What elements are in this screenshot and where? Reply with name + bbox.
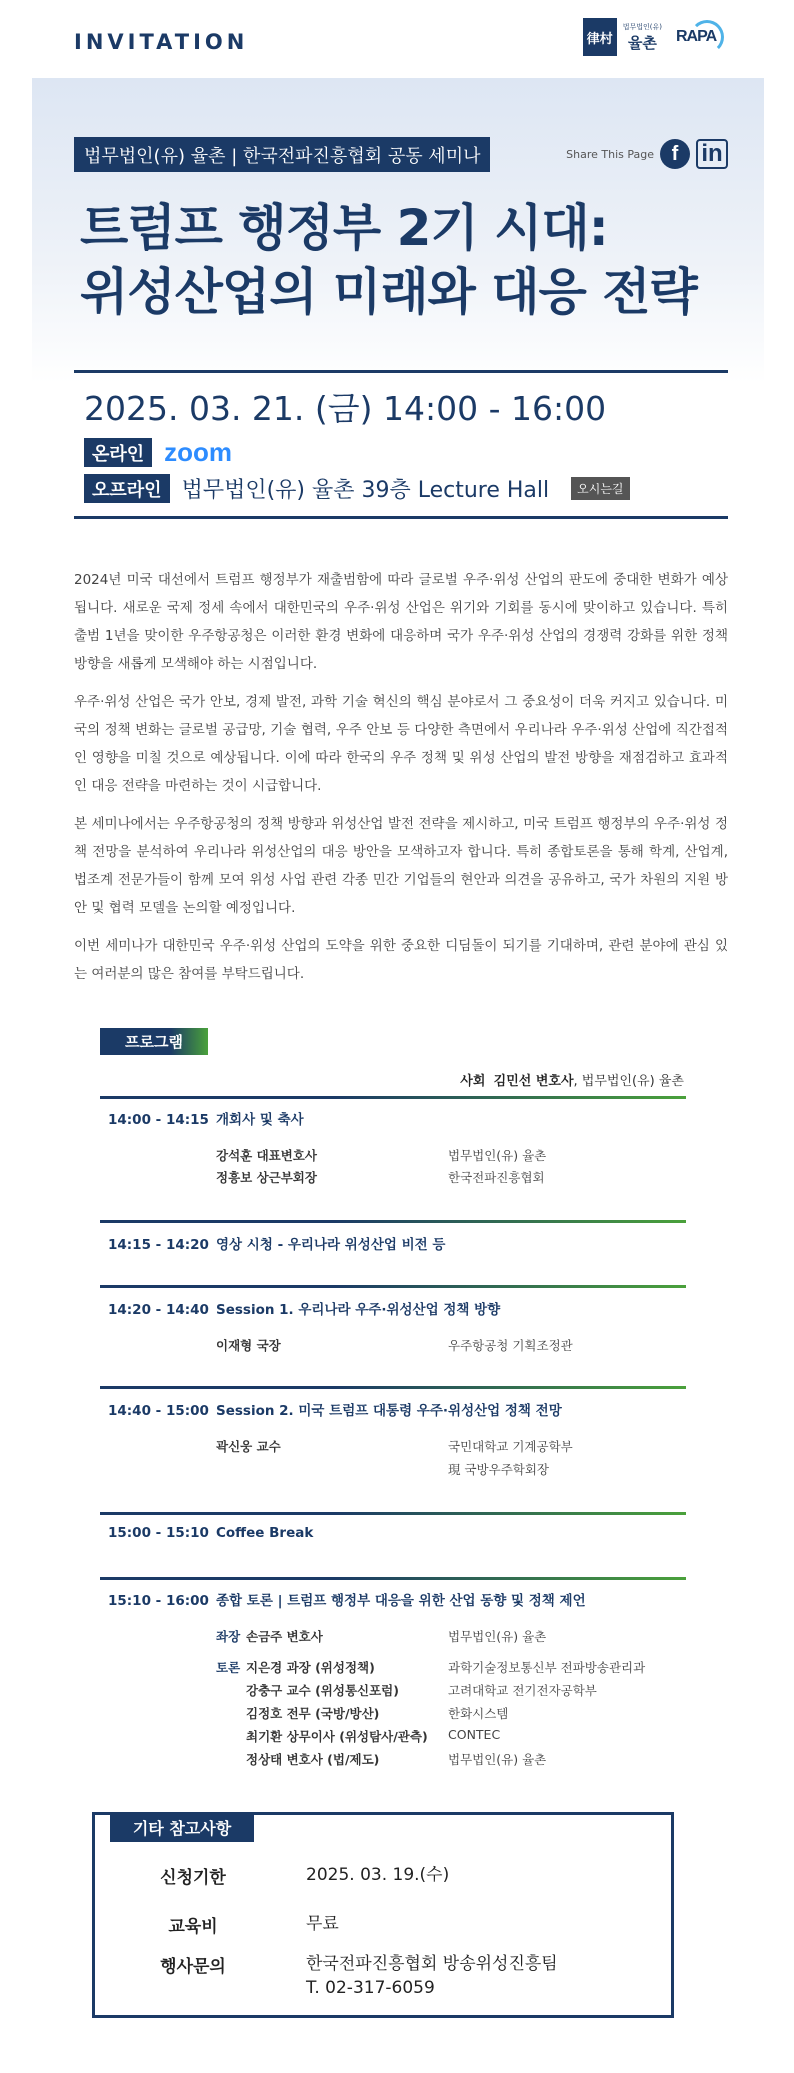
chair-name: 손금주 변호사 — [246, 1629, 323, 1644]
fee-value: 무료 — [306, 1914, 339, 1934]
panelist-affil: CONTEC — [448, 1727, 501, 1742]
mc-name: 김민선 변호사 — [493, 1074, 574, 1089]
share-bar — [566, 139, 728, 169]
session-opening — [108, 1108, 304, 1128]
body-paragraph-4: 이번 세미나가 대한민국 우주·위성 산업의 도약을 위한 중요한 디딤돌이 되기를 기대하며, 관련 분야에 관심 있는 여러분의 많은 참여를 부탁드립니다. — [74, 938, 728, 982]
mc-role: 사회 — [460, 1074, 486, 1089]
session-time: 15:10 - 16:00 — [108, 1593, 209, 1609]
speaker-affil: 한국전파진흥협회 — [448, 1170, 545, 1185]
speaker-name: 이재형 국장 — [216, 1338, 281, 1353]
invitation-heading: INVITATION — [74, 30, 249, 54]
seminar-tagline — [74, 137, 490, 172]
session-divider — [100, 1577, 686, 1580]
offline-venue: 법무법인(유) 율촌 39층 Lecture Hall — [181, 478, 550, 503]
other-info-heading: 기타 참고사항 — [110, 1812, 254, 1842]
panelist-affil: 과학기술정보통신부 전파방송관리과 — [448, 1660, 646, 1675]
program-heading: 프로그램 — [100, 1028, 208, 1055]
facebook-icon[interactable]: f — [660, 139, 690, 169]
panelist-name: 정상태 변호사 (법/제도) — [246, 1752, 380, 1767]
contact-org: 한국전파진흥협회 방송위성진흥팀 — [306, 1954, 558, 1974]
page-title — [80, 196, 697, 324]
deadline-value: 2025. 03. 19.(수) — [306, 1865, 450, 1885]
session-title: 개회사 및 축사 — [216, 1112, 304, 1128]
session-time: 15:00 - 15:10 — [108, 1525, 209, 1541]
linkedin-icon[interactable]: in — [696, 139, 728, 169]
deadline-label: 신청기한 — [160, 1868, 226, 1888]
body-paragraph-2: 우주·위성 산업은 국가 안보, 경제 발전, 과학 기술 혁신의 핵심 분야로서 그 중요성이 더욱 커지고 있습니다. 미국의 정책 변화는 글로벌 공급망, 기술 협력, 우주 안보 등 다양한 측면에서 우리나라 우주·위성 산업에 직간접적인 영향을 미칠 것으로 예상됩니다. 이에 따라 한국의 우주 정책 및 위성 산업의 발전 방향을 재점검하고 효과적인 대응 전략을 마련하는 것이 시급합니다. — [74, 694, 728, 794]
session-divider — [100, 1512, 686, 1515]
speaker-name: 강석훈 대표변호사 — [216, 1148, 317, 1163]
session-title: 종합 토론 | 트럼프 행정부 대응을 위한 산업 동향 및 정책 제언 — [216, 1593, 586, 1609]
mc-line — [460, 1070, 684, 1089]
directions-button[interactable]: 오시는길 — [571, 477, 629, 500]
speaker-affil: 국민대학교 기계공학부 — [448, 1439, 573, 1454]
zoom-logo: zoom — [164, 437, 233, 467]
panel-line — [216, 1658, 375, 1676]
session-title: Coffee Break — [216, 1525, 314, 1541]
session-time: 14:00 - 14:15 — [108, 1112, 209, 1128]
tagline-text: 법무법인(유) 율촌 | 한국전파진흥협회 공동 세미나 — [84, 145, 481, 167]
session-title: Session 1. 우리나라 우주·위성산업 정책 방향 — [216, 1302, 501, 1318]
contact-phone: T. 02-317-6059 — [306, 1978, 435, 1998]
contact-label: 행사문의 — [160, 1957, 226, 1977]
body-paragraph-3: 본 세미나에서는 우주항공청의 정책 방향과 위성산업 발전 전략을 제시하고, 미국 트럼프 행정부의 우주·위성 정책 전망을 분석하여 우리나라 위성산업의 대응 방안을 모색하고자 합니다. 특히 종합토론을 통해 학계, 산업계, 법조계 전문가들이 함께 모여 위성 사업 관련 각종 민간 기업들의 현안과 의견을 공유하고, 국가 차원의 지원 방안 및 협력 모델을 논의할 예정입니다. — [74, 816, 728, 916]
rapa-logo — [672, 18, 728, 56]
speaker-affil: 現 국방우주학회장 — [448, 1462, 549, 1477]
session-break — [108, 1525, 313, 1541]
panelist-name: 김정호 전무 (국방/방산) — [246, 1706, 380, 1721]
body-paragraph-1: 2024년 미국 대선에서 트럼프 행정부가 재출범함에 따라 글로벌 우주·위성 산업의 판도에 중대한 변화가 예상됩니다. 새로운 국제 정세 속에서 대한민국의 우주·위성 산업은 위기와 기회를 동시에 맞이하고 있습니다. 특히 출범 1년을 맞이한 우주항공청은 이러한 환경 변화에 대응하며 국가 우주·위성 산업의 경쟁력 강화를 위한 정책 방향을 새롭게 모색해야 하는 시점입니다. — [74, 572, 728, 672]
divider — [74, 516, 728, 519]
speaker-affil: 법무법인(유) 율촌 — [448, 1148, 547, 1163]
session-video — [108, 1233, 445, 1253]
panelist-affil: 고려대학교 전기전자공학부 — [448, 1683, 597, 1698]
online-label: 온라인 — [84, 438, 152, 467]
yulchon-logo-small: 법무법인(유) — [622, 22, 662, 31]
share-label: Share This Page — [566, 147, 654, 161]
session-time: 14:20 - 14:40 — [108, 1302, 209, 1318]
session-divider — [100, 1220, 686, 1223]
panelist-name: 지은경 과장 (위성정책) — [246, 1660, 375, 1675]
offline-row — [84, 473, 630, 504]
panelist-name: 강충구 교수 (위성통신포럼) — [246, 1683, 399, 1698]
mc-affil: , 법무법인(유) 율촌 — [573, 1074, 684, 1089]
session-divider — [100, 1386, 686, 1389]
session-title: Session 2. 미국 트럼프 대통령 우주·위성산업 정책 전망 — [216, 1403, 562, 1419]
session-panel — [108, 1589, 586, 1609]
contact-value — [306, 1952, 558, 2000]
logos — [583, 18, 728, 56]
yulchon-logo-name: 율촌 — [627, 33, 657, 52]
rapa-logo-text: RAPA — [676, 28, 717, 45]
online-row — [84, 437, 232, 468]
title-line-2: 위성산업의 미래와 대응 전략 — [80, 263, 697, 321]
chair-affil: 법무법인(유) 율촌 — [448, 1629, 547, 1644]
session-divider — [100, 1096, 686, 1099]
chair-line — [216, 1627, 323, 1645]
session-time: 14:40 - 15:00 — [108, 1403, 209, 1419]
panelist-affil: 법무법인(유) 율촌 — [448, 1752, 547, 1767]
offline-label: 오프라인 — [84, 474, 170, 503]
top-bar — [0, 0, 794, 78]
event-datetime: 2025. 03. 21. (금) 14:00 - 16:00 — [84, 389, 607, 428]
session-divider — [100, 1285, 686, 1288]
divider — [74, 370, 728, 373]
yulchon-logo — [583, 18, 662, 56]
speaker-affil: 우주항공청 기획조정관 — [448, 1338, 573, 1353]
speaker-name: 곽신웅 교수 — [216, 1439, 281, 1454]
speaker-name: 정흥보 상근부회장 — [216, 1170, 317, 1185]
session-1 — [108, 1298, 500, 1318]
fee-label: 교육비 — [168, 1917, 218, 1937]
session-title: 영상 시청 - 우리나라 위성산업 비전 등 — [216, 1237, 446, 1253]
yulchon-logo-mark: 律村 — [583, 18, 617, 56]
session-2 — [108, 1399, 562, 1419]
chair-role: 좌장 — [216, 1629, 241, 1644]
title-line-1: 트럼프 행정부 2기 시대: — [80, 199, 608, 257]
panelist-name: 최기환 상무이사 (위성탐사/관측) — [246, 1729, 428, 1744]
session-time: 14:15 - 14:20 — [108, 1237, 209, 1253]
panel-role: 토론 — [216, 1660, 241, 1675]
panelist-affil: 한화시스템 — [448, 1706, 509, 1721]
